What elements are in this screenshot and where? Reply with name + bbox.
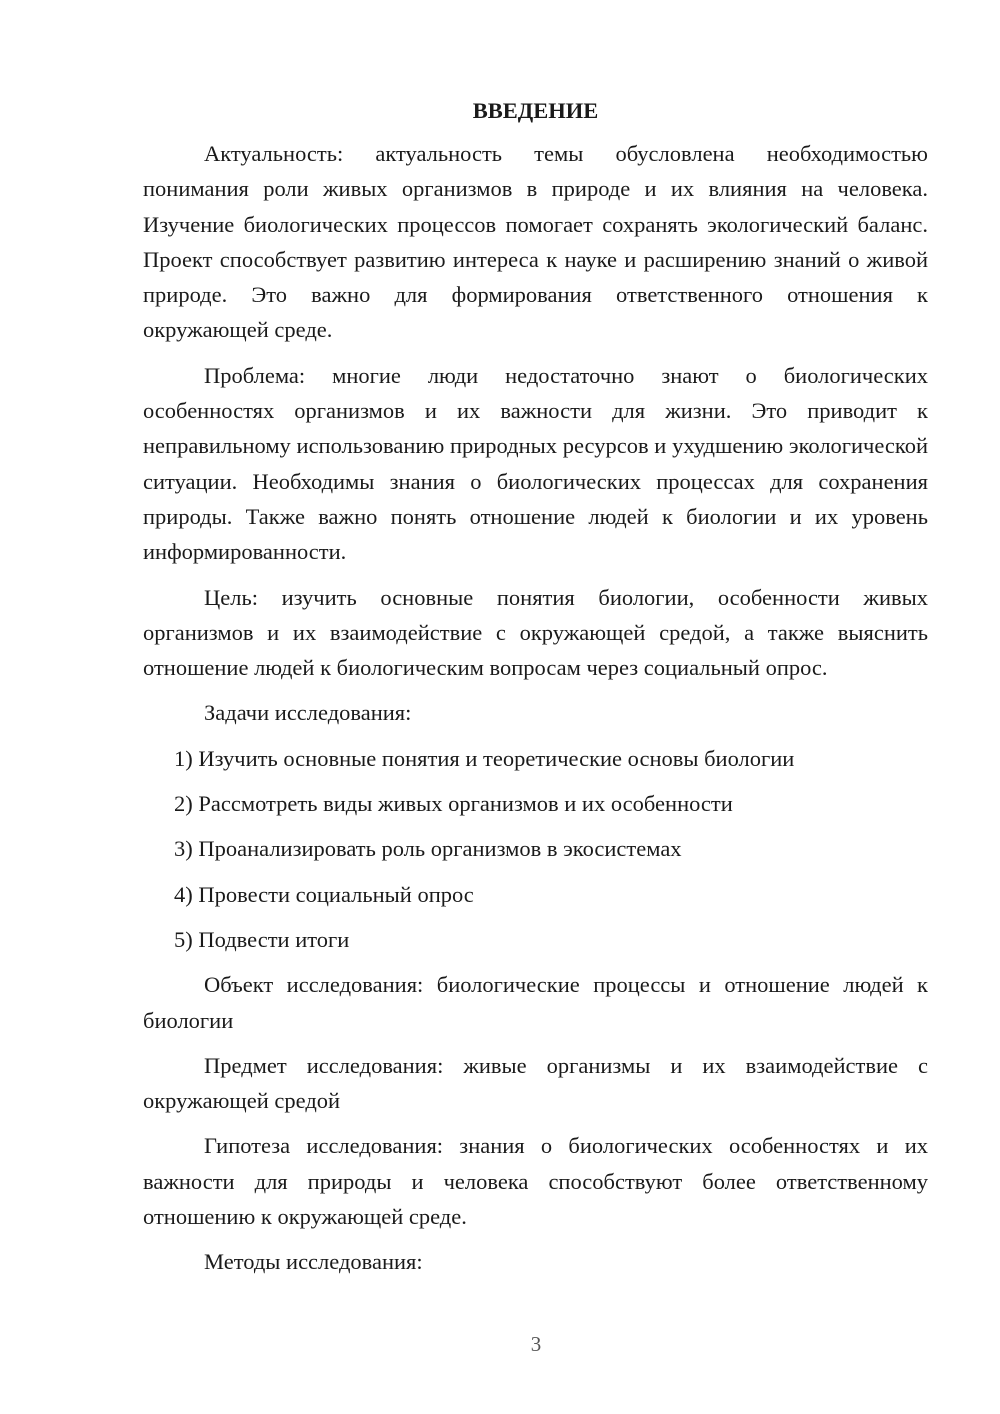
subject-paragraph: Предмет исследования: живые организмы и их взаимодействие с окружающей средой bbox=[143, 1052, 928, 1114]
tasks-heading: Задачи исследования: bbox=[204, 700, 412, 726]
list-item: 3) Проанализировать роль организмов в экосистемах bbox=[174, 836, 682, 862]
section-title: ВВЕДЕНИЕ bbox=[472, 98, 599, 123]
hypothesis-paragraph: Гипотеза исследования: знания о биологических особенностях и их важности для природы и человека способствуют более ответственному отношению к окружающей среде. bbox=[143, 1133, 928, 1230]
methods-heading: Методы исследования: bbox=[204, 1249, 423, 1275]
object-paragraph: Объект исследования: биологические процессы и отношение людей к биологии bbox=[143, 972, 928, 1033]
tasks-list bbox=[143, 741, 928, 957]
list-item: 5) Подвести итоги bbox=[174, 926, 350, 952]
document-page bbox=[143, 96, 928, 1290]
relevance-paragraph: Актуальность: актуальность темы обусловлена необходимостью понимания роли живых организмов в природе и их влияния на человека. Изучение биологических процессов помогает сохранять экологический баланс. Проект способствует развитию интереса к науке и расширению знаний о живой природе. Это важно для формирования ответственного отношения к окружающей среде. bbox=[143, 141, 928, 343]
page-number: 3 bbox=[530, 1332, 542, 1356]
list-item: 4) Провести социальный опрос bbox=[174, 881, 474, 907]
problem-paragraph: Проблема: многие люди недостаточно знают о биологических особенностях организмов и их важности для жизни. Это приводит к неправильному использованию природных ресурсов и ухудшению экологической ситуации. Необходимы знания о биологических процессах для сохранения природы. Также важно понять отношение людей к биологии и их уровень информированности. bbox=[143, 362, 928, 565]
goal-paragraph: Цель: изучить основные понятия биологии, особенности живых организмов и их взаимодействие с окружающей средой, а также выяснить отношение людей к биологическим вопросам через социальный опрос. bbox=[143, 584, 928, 681]
list-item: 1) Изучить основные понятия и теоретические основы биологии bbox=[174, 745, 795, 771]
list-item: 2) Рассмотреть виды живых организмов и их особенности bbox=[174, 791, 733, 817]
